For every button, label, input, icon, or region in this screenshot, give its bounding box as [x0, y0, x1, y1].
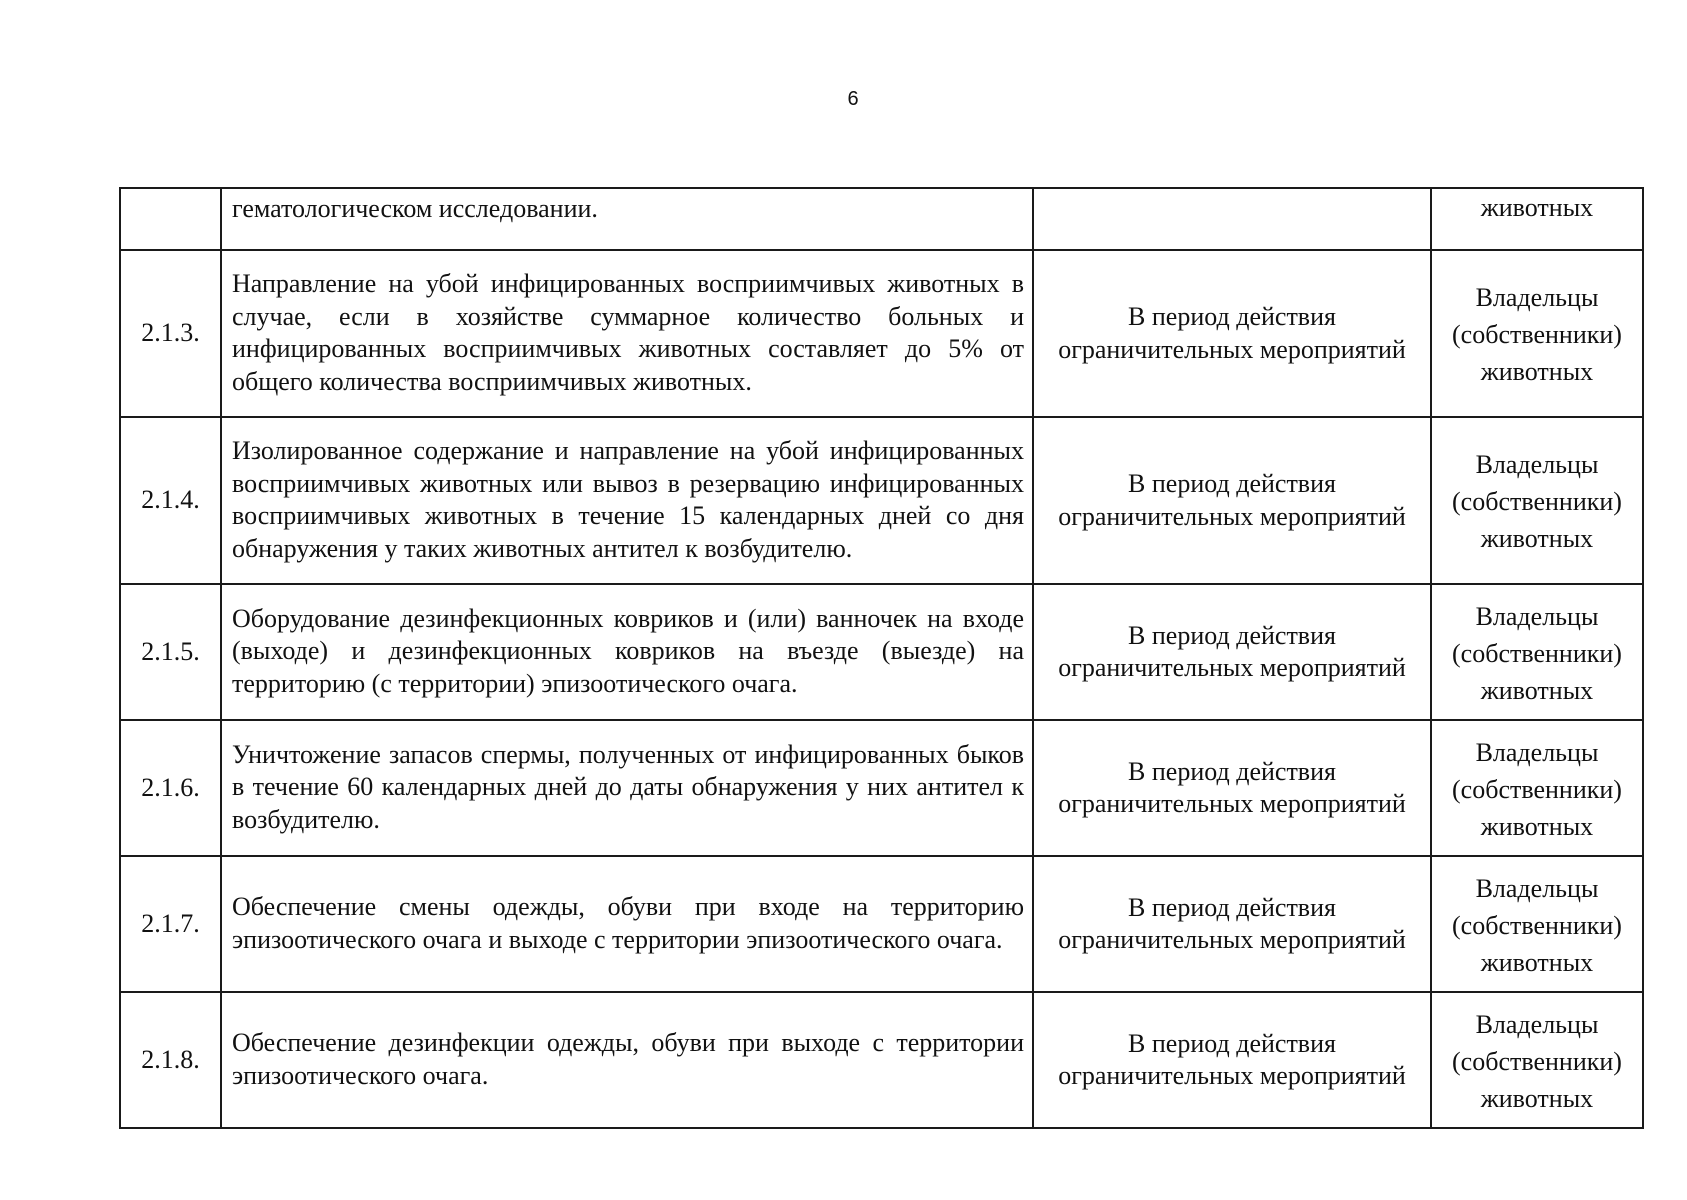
responsible-cell: [1431, 417, 1643, 584]
item-number-cell: 2.1.5.: [120, 584, 221, 720]
period-line: В период действия: [1128, 620, 1336, 650]
period-line: ограничительных мероприятий: [1058, 501, 1406, 531]
period-line: В период действия: [1128, 469, 1336, 498]
table-row: [120, 720, 1643, 856]
measure-text-cell: гематологическом исследовании.: [221, 188, 1033, 250]
period-line: В период действия: [1128, 892, 1336, 922]
table-row: [120, 584, 1643, 720]
responsible-cell: [1431, 188, 1643, 250]
responsible-line: (собственники): [1452, 910, 1622, 940]
table-row: [120, 417, 1643, 584]
responsible-line: животных: [1480, 524, 1594, 553]
responsible-line: Владельцы: [1475, 737, 1599, 767]
period-line: В период действия: [1128, 1028, 1336, 1058]
responsible-line: животных: [1480, 193, 1594, 222]
table-row: [120, 250, 1643, 417]
table-row: [120, 856, 1643, 992]
measure-text-cell: Обеспечение смены одежды, обуви при входе на территорию эпизоотического очага и выходе с территории эпизоотического очага.: [221, 856, 1033, 992]
period-line: ограничительных мероприятий: [1058, 925, 1406, 954]
period-line: В период действия: [1128, 756, 1336, 786]
responsible-line: (собственники): [1452, 487, 1622, 516]
item-number-cell: 2.1.7.: [120, 856, 221, 992]
period-cell: [1033, 250, 1431, 417]
responsible-cell: [1431, 250, 1643, 417]
responsible-line: Владельцы: [1475, 1009, 1599, 1039]
responsible-line: (собственники): [1452, 320, 1622, 349]
period-cell: [1033, 584, 1431, 720]
measure-text-cell: Уничтожение запасов спермы, полученных от инфицированных быков в течение 60 календарных дней до даты обнаружения у них антител к возбудителю.: [221, 720, 1033, 856]
period-line: ограничительных мероприятий: [1058, 1061, 1406, 1090]
measure-text-cell: Оборудование дезинфекционных ковриков и (или) ванночек на входе (выходе) и дезинфекционных ковриков на въезде (выезде) на территорию (с территории) эпизоотического очага.: [221, 584, 1033, 720]
responsible-cell: [1431, 584, 1643, 720]
period-cell: [1033, 417, 1431, 584]
responsible-cell: [1431, 992, 1643, 1128]
responsible-line: (собственники): [1452, 638, 1622, 668]
period-cell: [1033, 188, 1431, 250]
responsible-line: животных: [1480, 675, 1594, 705]
item-number-cell: [120, 188, 221, 250]
period-line: ограничительных мероприятий: [1058, 789, 1406, 818]
responsible-line: Владельцы: [1475, 283, 1599, 312]
period-line: ограничительных мероприятий: [1058, 653, 1406, 682]
item-number-cell: 2.1.6.: [120, 720, 221, 856]
period-cell: [1033, 856, 1431, 992]
period-line: ограничительных мероприятий: [1058, 334, 1406, 364]
responsible-line: Владельцы: [1475, 873, 1599, 903]
table-row: [120, 188, 1643, 250]
item-number-cell: 2.1.3.: [120, 250, 221, 417]
responsible-cell: [1431, 720, 1643, 856]
responsible-line: (собственники): [1452, 774, 1622, 804]
responsible-cell: [1431, 856, 1643, 992]
responsible-line: Владельцы: [1475, 601, 1599, 631]
period-cell: [1033, 992, 1431, 1128]
period-cell: [1033, 720, 1431, 856]
responsible-line: (собственники): [1452, 1046, 1622, 1076]
measure-text-cell: Изолированное содержание и направление на убой инфицированных восприимчивых животных или вывоз в резервацию инфицированных восприимчивых животных в течение 15 календарных дней со дня обнаружения у таких животных антител к возбудителю.: [221, 417, 1033, 584]
measures-table: [119, 187, 1644, 1129]
period-line: В период действия: [1128, 302, 1336, 331]
responsible-line: животных: [1480, 947, 1594, 977]
item-number-cell: 2.1.4.: [120, 417, 221, 584]
measure-text-cell: Направление на убой инфицированных восприимчивых животных в случае, если в хозяйстве суммарное количество больных и инфицированных восприимчивых животных составляет до 5% от общего количества восприимчивых животных.: [221, 250, 1033, 417]
responsible-line: животных: [1480, 1083, 1594, 1113]
responsible-line: животных: [1480, 811, 1594, 841]
responsible-line: животных: [1480, 357, 1594, 386]
table-row: [120, 992, 1643, 1128]
item-number-cell: 2.1.8.: [120, 992, 221, 1128]
measure-text-cell: Обеспечение дезинфекции одежды, обуви при выходе с территории эпизоотического очага.: [221, 992, 1033, 1128]
responsible-line: Владельцы: [1475, 450, 1599, 479]
page-number: 6: [847, 88, 859, 110]
